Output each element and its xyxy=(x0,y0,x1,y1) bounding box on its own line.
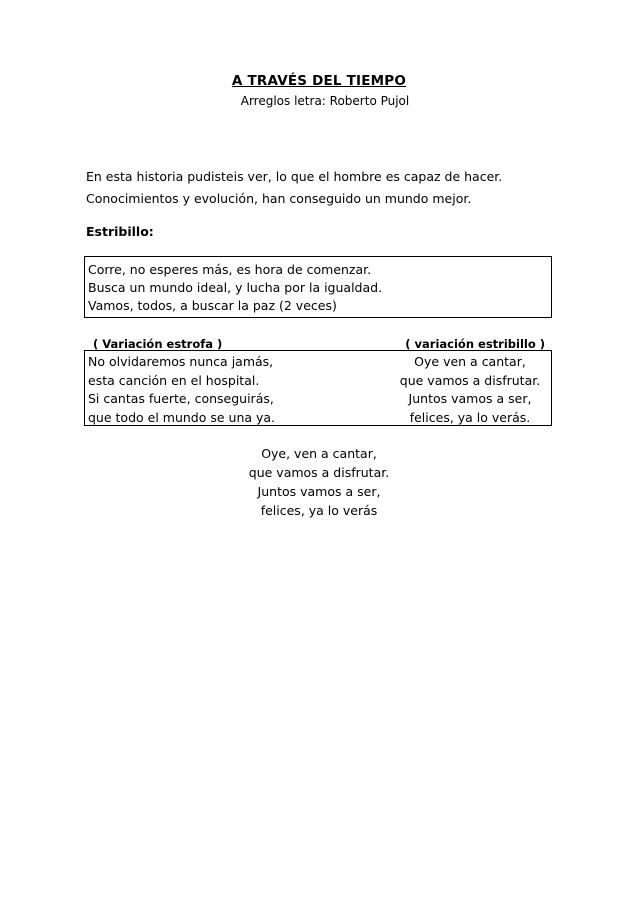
verse-variation-label: ( Variación estrofa ) xyxy=(93,337,223,351)
verse-variation-line: que todo el mundo se una ya. xyxy=(88,409,276,425)
song-title: A TRAVÉS DEL TIEMPO xyxy=(231,73,407,89)
verse-variation-column xyxy=(88,353,275,427)
chorus-line: Busca un mundo ideal, y lucha por la igualdad. xyxy=(88,280,383,295)
final-chorus-line: felices, ya lo verás xyxy=(260,503,378,518)
song-subtitle: Arreglos letra: Roberto Pujol xyxy=(240,94,410,108)
chorus-label: Estribillo: xyxy=(86,224,154,239)
chorus-variation-column xyxy=(395,353,545,427)
chorus-variation-line: Oye ven a cantar, xyxy=(414,354,526,369)
chorus-variation-line: que vamos a disfrutar. xyxy=(399,372,541,388)
variations-box xyxy=(84,350,552,426)
chorus-box xyxy=(84,256,552,318)
final-chorus-line: Oye, ven a cantar, xyxy=(261,446,377,461)
final-chorus-line: Juntos vamos a ser, xyxy=(257,484,381,499)
intro-line: En esta historia pudisteis ver, lo que el hombre es capaz de hacer. xyxy=(86,169,503,184)
chorus-line: Vamos, todos, a buscar la paz (2 veces) xyxy=(88,298,337,313)
intro-line: Conocimientos y evolución, han conseguido un mundo mejor. xyxy=(86,191,472,206)
chorus-variation-line: felices, ya lo verás. xyxy=(409,409,531,425)
chorus-variation-line: Juntos vamos a ser, xyxy=(408,391,532,406)
intro-verse xyxy=(86,166,556,210)
chorus-variation-label: ( variación estribillo ) xyxy=(405,337,545,351)
verse-variation-line: Si cantas fuerte, conseguirás, xyxy=(88,391,274,406)
chorus-line: Corre, no esperes más, es hora de comenzar. xyxy=(88,262,372,277)
verse-variation-line: No olvidaremos nunca jamás, xyxy=(88,354,274,369)
verse-variation-line: esta canción en el hospital. xyxy=(88,372,260,388)
final-chorus xyxy=(0,444,638,520)
final-chorus-line: que vamos a disfrutar. xyxy=(248,465,390,480)
